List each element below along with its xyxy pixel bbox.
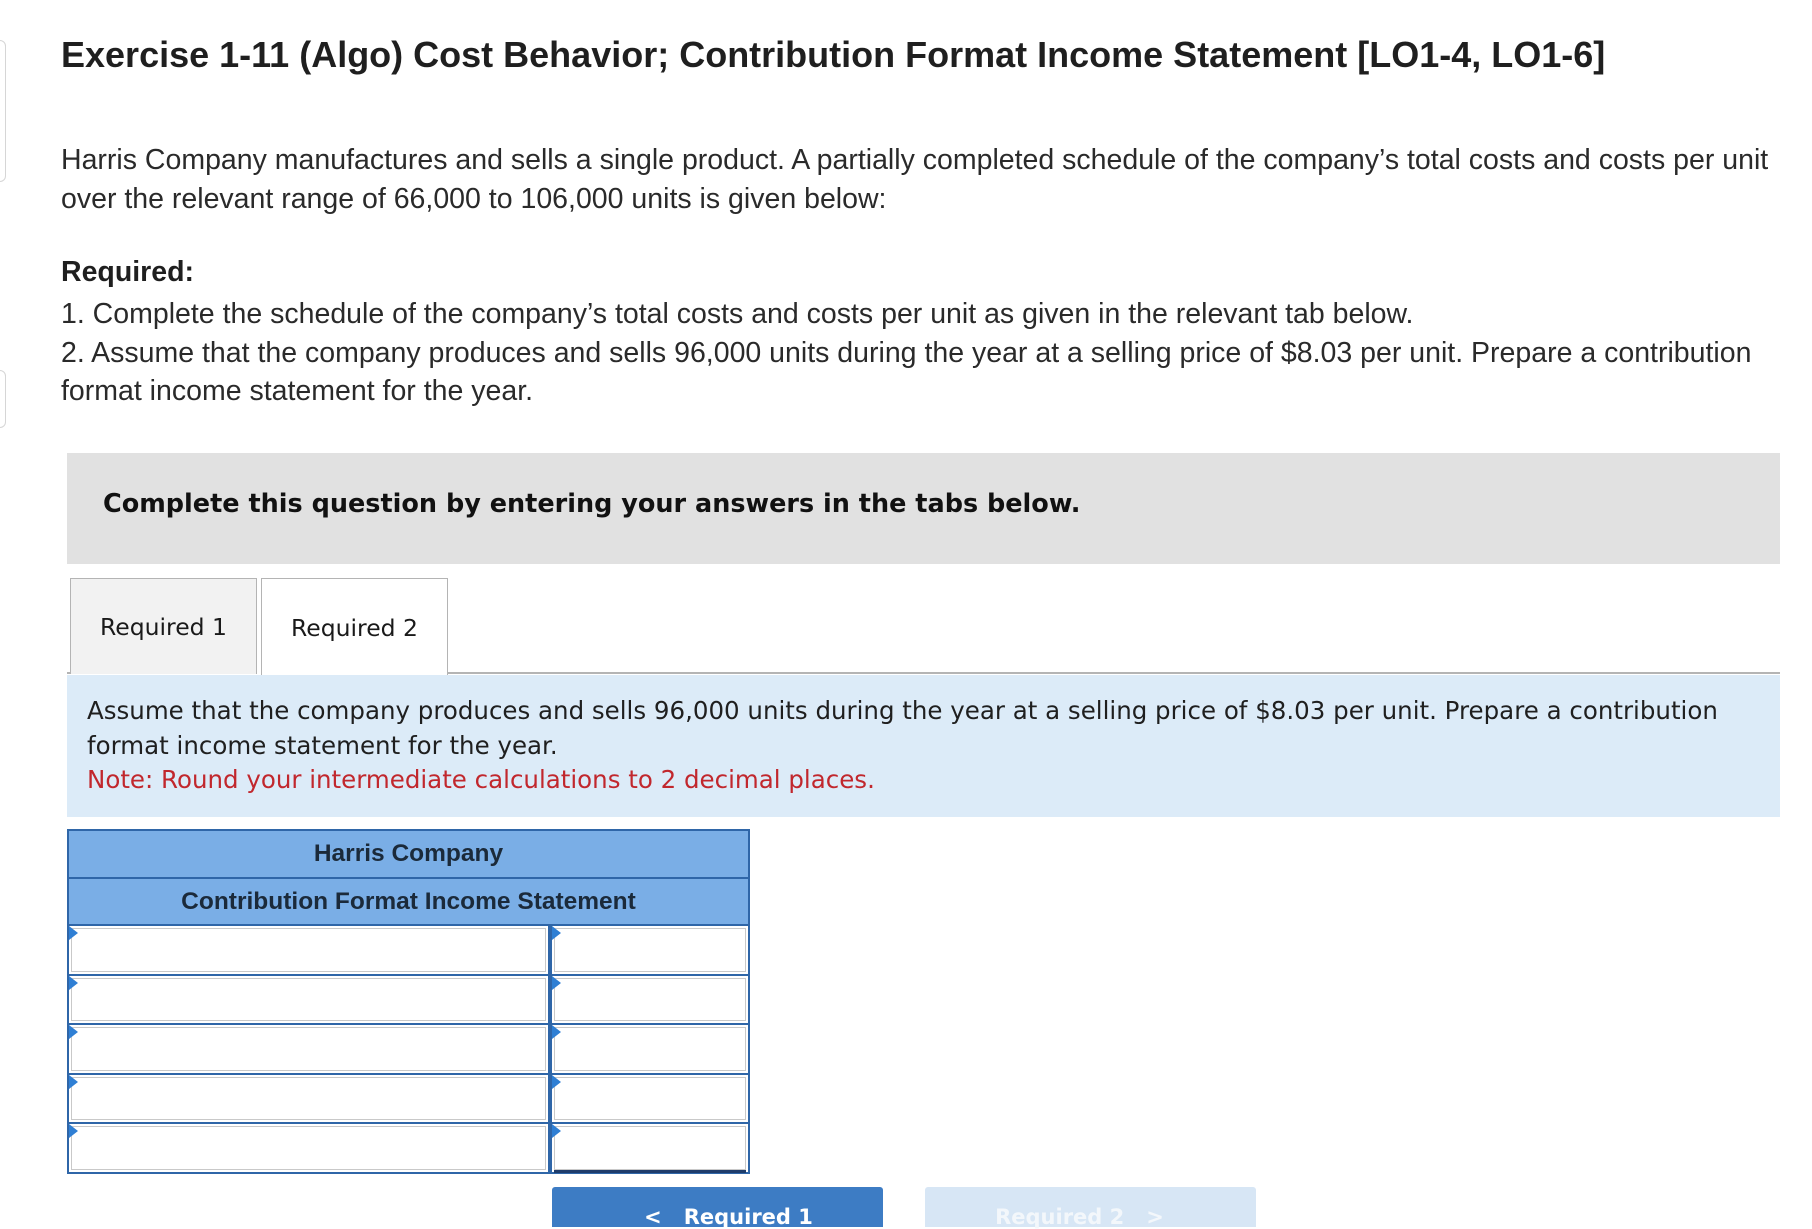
tab-required-1[interactable]	[70, 578, 257, 674]
label-cell	[69, 1025, 552, 1073]
dropdown-marker-icon	[69, 1025, 78, 1039]
required-item-2: 2. Assume that the company produces and sells 96,000 units during the year at a selling price of $8.03 per unit. Prepare a contribution format income statement for the year.	[61, 336, 1752, 407]
table-row	[69, 1124, 748, 1172]
amount-input[interactable]	[554, 1027, 746, 1071]
next-button-label: Required 2	[995, 1205, 1125, 1229]
label-cell	[69, 1075, 552, 1123]
line-item-label-input[interactable]	[71, 978, 546, 1022]
amount-input[interactable]	[554, 928, 746, 972]
page-title: Exercise 1-11 (Algo) Cost Behavior; Contribution Format Income Statement [LO1-4, LO1-6]	[61, 34, 1606, 75]
required-heading: Required:	[61, 256, 195, 288]
tab-divider	[448, 672, 1780, 674]
tab-label: Required 1	[99, 612, 227, 641]
line-item-label-input[interactable]	[71, 1077, 546, 1121]
previous-button-label: Required 1	[683, 1205, 813, 1229]
line-item-label-input[interactable]	[71, 1126, 546, 1170]
dropdown-marker-icon	[552, 1075, 561, 1089]
chevron-left-icon: <	[644, 1205, 662, 1229]
dropdown-marker-icon	[552, 976, 561, 990]
label-cell	[69, 926, 552, 974]
previous-required-button[interactable]	[552, 1187, 883, 1227]
instruction-bar	[67, 453, 1780, 564]
dropdown-marker-icon	[69, 1124, 78, 1138]
total-underline	[554, 1170, 746, 1173]
required-item-1: 1. Complete the schedule of the company’s total costs and costs per unit as given in the relevant tab below.	[61, 298, 1414, 330]
tab-divider	[67, 672, 70, 674]
amount-cell	[552, 1124, 748, 1172]
amount-input[interactable]	[554, 1126, 746, 1170]
side-edge-tab	[0, 40, 6, 182]
line-item-label-input[interactable]	[71, 1027, 546, 1071]
amount-cell	[552, 1075, 748, 1123]
tab-label: Required 2	[290, 613, 418, 642]
table-row	[69, 1025, 748, 1075]
dropdown-marker-icon	[69, 926, 78, 940]
dropdown-marker-icon	[69, 1075, 78, 1089]
company-name-header: Harris Company	[69, 831, 748, 879]
prompt-text: Assume that the company produces and sells 96,000 units during the year at a selling price of $8.03 per unit. Prepare a contribution format income statement for the year.	[87, 696, 1718, 760]
tab-required-2[interactable]	[261, 578, 448, 676]
rounding-note: Note: Round your intermediate calculations to 2 decimal places.	[87, 765, 875, 794]
statement-title-header: Contribution Format Income Statement	[69, 879, 748, 926]
chevron-right-icon: >	[1146, 1205, 1164, 1229]
income-statement-table	[67, 829, 750, 1174]
table-row	[69, 926, 748, 976]
side-edge-tab	[0, 370, 6, 428]
amount-input[interactable]	[554, 978, 746, 1022]
label-cell	[69, 1124, 552, 1172]
table-row	[69, 976, 748, 1026]
amount-cell	[552, 926, 748, 974]
question-prompt	[67, 675, 1780, 817]
amount-cell	[552, 1025, 748, 1073]
table-row	[69, 1075, 748, 1125]
dropdown-marker-icon	[552, 926, 561, 940]
intro-text: Harris Company manufactures and sells a single product. A partially completed schedule of the company’s total costs and costs per unit over the relevant range of 66,000 to 106,000 units is given below:	[61, 144, 1769, 215]
instruction-text: Complete this question by entering your answers in the tabs below.	[103, 489, 1081, 519]
required-list	[61, 295, 1801, 411]
amount-input[interactable]	[554, 1077, 746, 1121]
dropdown-marker-icon	[552, 1025, 561, 1039]
next-required-button[interactable]	[925, 1187, 1256, 1227]
label-cell	[69, 976, 552, 1024]
dropdown-marker-icon	[69, 976, 78, 990]
line-item-label-input[interactable]	[71, 928, 546, 972]
dropdown-marker-icon	[552, 1124, 561, 1138]
amount-cell	[552, 976, 748, 1024]
